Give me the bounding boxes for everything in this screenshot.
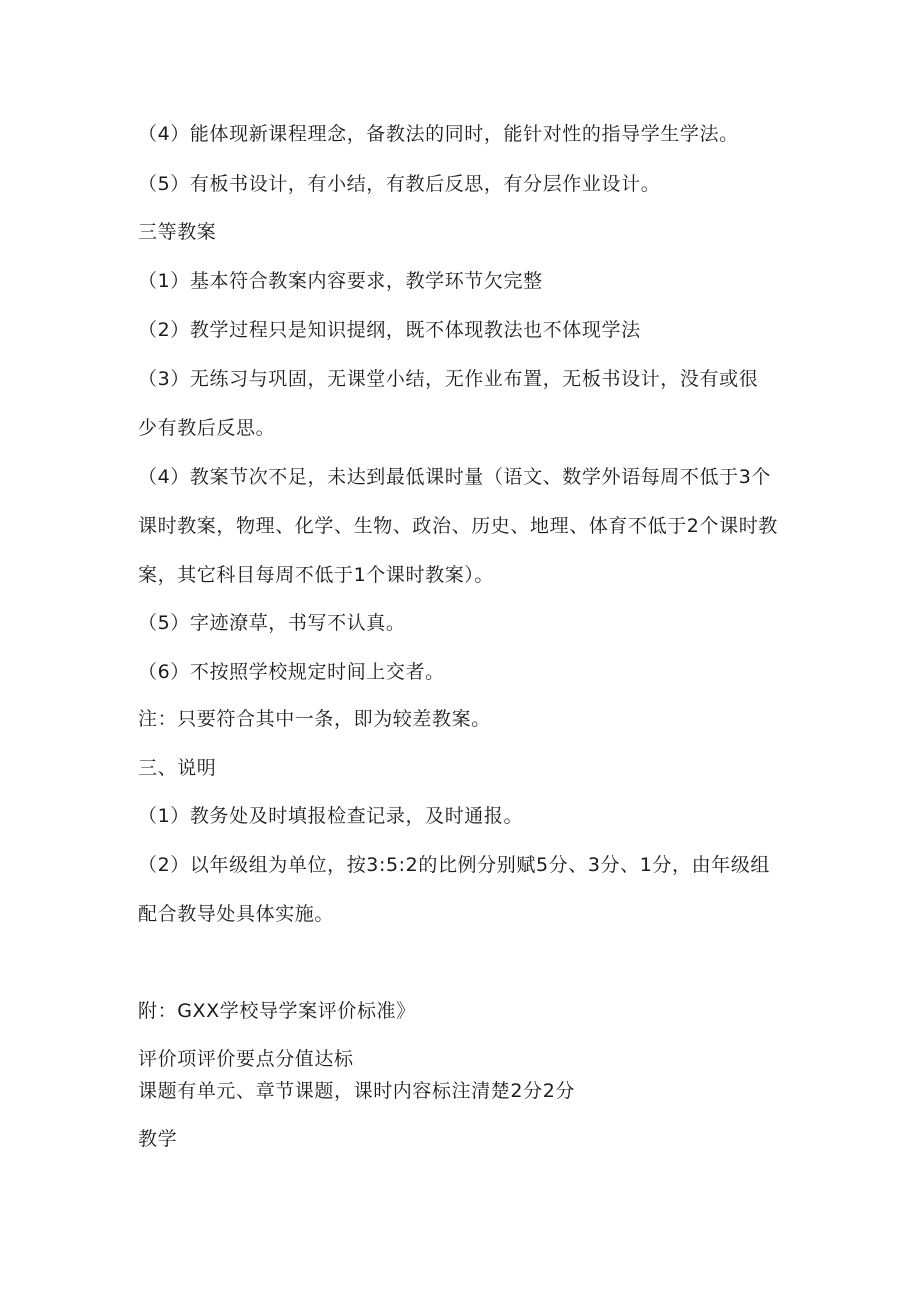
table-row-teaching: 教学 bbox=[138, 1128, 178, 1150]
third-grade-item-2: （2）教学过程只是知识提纲，既不体现教法也不体现学法 bbox=[138, 319, 641, 341]
explanation-item-2-line-2: 配合教导处具体实施。 bbox=[138, 903, 335, 925]
third-grade-item-1: （1）基本符合教案内容要求，教学环节欠完整 bbox=[138, 270, 543, 292]
explanation-item-1: （1）教务处及时填报检查记录，及时通报。 bbox=[138, 805, 524, 827]
third-grade-item-4-line-3: 案，其它科目每周不低于1个课时教案）。 bbox=[138, 564, 494, 586]
third-grade-item-4-line-2: 课时教案，物理、化学、生物、政治、历史、地理、体育不低于2个课时教 bbox=[138, 515, 778, 537]
appendix-title: 附：GXX学校导学案评价标准》 bbox=[138, 1000, 416, 1022]
section-heading-explanation: 三、说明 bbox=[138, 757, 217, 779]
criterion-5-board-design: （5）有板书设计，有小结，有教后反思，有分层作业设计。 bbox=[138, 173, 661, 195]
table-row-topic: 课题有单元、章节课题，课时内容标注清楚2分2分 bbox=[138, 1080, 575, 1102]
section-heading-third-grade-plan: 三等教案 bbox=[138, 221, 217, 243]
criterion-4-reflects-new-curriculum: （4）能体现新课程理念，备教法的同时，能针对性的指导学生学法。 bbox=[138, 123, 739, 145]
third-grade-item-3-line-1: （3）无练习与巩固，无课堂小结，无作业布置，无板书设计，没有或很 bbox=[138, 368, 759, 390]
table-header-row: 评价项评价要点分值达标 bbox=[138, 1048, 354, 1070]
third-grade-item-5: （5）字迹潦草，书写不认真。 bbox=[138, 612, 406, 634]
note-line: 注：只要符合其中一条，即为较差教案。 bbox=[138, 708, 491, 730]
third-grade-item-3-line-2: 少有教后反思。 bbox=[138, 417, 276, 439]
third-grade-item-4-line-1: （4）教案节次不足，未达到最低课时量（语文、数学外语每周不低于3个 bbox=[138, 466, 771, 488]
explanation-item-2-line-1: （2）以年级组为单位，按3:5:2的比例分别赋5分、3分、1分，由年级组 bbox=[138, 854, 771, 876]
third-grade-item-6: （6）不按照学校规定时间上交者。 bbox=[138, 661, 445, 683]
